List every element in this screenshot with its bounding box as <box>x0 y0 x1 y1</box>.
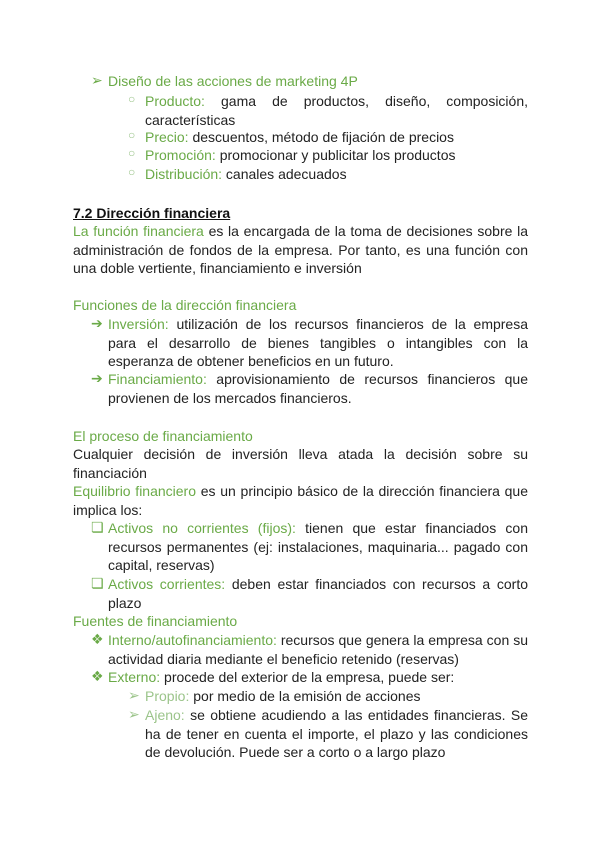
marketing-item <box>145 146 528 165</box>
arrow-bullet-icon: ➔ <box>91 315 103 331</box>
checkbox-bullet-icon: ❏ <box>91 519 104 535</box>
circle-bullet-icon: ○ <box>128 146 136 160</box>
diamond-bullet-icon: ❖ <box>91 668 104 684</box>
marketing-item-text: descuentos, método de fijación de precios <box>192 129 454 145</box>
equilibrio-text: es un principio básico de la dirección financiera que implica los: <box>73 483 528 518</box>
marketing-item-label: Precio: <box>145 129 189 145</box>
marketing-heading: Diseño de las acciones de marketing 4P <box>108 73 358 89</box>
section-intro <box>73 222 528 278</box>
diamond-bullet-icon: ❖ <box>91 631 104 647</box>
arrowhead-bullet-icon: ➢ <box>91 72 103 88</box>
arrowhead-bullet-icon: ➢ <box>128 706 140 722</box>
fuentes-item-label: Externo: <box>108 669 161 685</box>
section-title: 7.2 Dirección financiera <box>73 205 231 221</box>
marketing-item-label: Producto: <box>145 93 205 109</box>
equilibrio-paragraph <box>73 482 528 519</box>
marketing-item <box>145 128 528 147</box>
circle-bullet-icon: ○ <box>128 165 136 179</box>
funciones-item-text: aprovisionamiento de recursos financieros que provienen de los mercados financieros. <box>108 371 529 406</box>
fuentes-item <box>108 631 528 668</box>
intro-text: es la encargada de la toma de decisiones sobre la administración de fondos de la empresa. Por tanto, es una función con una doble vertiente, financiamiento e inversión <box>73 223 529 276</box>
proceso-text: Cualquier decisión de inversión lleva atada la decisión sobre su financiación <box>73 446 528 481</box>
fuentes-sub-item-text: se obtiene acudiendo a las entidades financieras. Se ha de tener en cuenta el importe, el plazo y las condiciones de devolución. Puede ser a corto o a largo plazo <box>145 707 528 760</box>
proceso-item-text: deben estar financiados con recursos a corto plazo <box>108 576 529 611</box>
proceso-item-label: Activos no corrientes (fijos): <box>108 520 296 536</box>
circle-bullet-icon: ○ <box>128 92 136 106</box>
funciones-item <box>108 315 528 371</box>
fuentes-sub-item-text: por medio de la emisión de acciones <box>193 688 421 704</box>
marketing-item-text: gama de productos, diseño, composición, características <box>145 93 529 128</box>
fuentes-item <box>108 668 528 687</box>
fuentes-item-label: Interno/autofinanciamiento: <box>108 632 277 648</box>
marketing-item-label: Promoción: <box>145 147 216 163</box>
funciones-item-label: Inversión: <box>108 316 169 332</box>
arrow-bullet-icon: ➔ <box>91 370 103 386</box>
fuentes-item-text: recursos que genera la empresa con su actividad diaria mediante el beneficio retenido (reservas) <box>108 632 528 667</box>
fuentes-sub-item-label: Propio: <box>145 688 190 704</box>
fuentes-sub-item-label: Ajeno: <box>145 707 185 723</box>
marketing-item-text: promocionar y publicitar los productos <box>219 147 456 163</box>
marketing-item-label: Distribución: <box>145 166 223 182</box>
circle-bullet-icon: ○ <box>128 128 136 142</box>
arrowhead-bullet-icon: ➢ <box>128 687 140 703</box>
funciones-item <box>108 370 528 407</box>
equilibrio-label: Equilibrio financiero <box>73 483 197 499</box>
checkbox-bullet-icon: ❏ <box>91 575 104 591</box>
proceso-item <box>108 519 528 575</box>
fuentes-sub-item <box>145 687 528 706</box>
fuentes-heading: Fuentes de financiamiento <box>73 613 238 629</box>
proceso-item-label: Activos corrientes: <box>108 576 226 592</box>
funciones-item-text: utilización de los recursos financieros de la empresa para el desarrollo de bienes tangibles o intangibles con la esperanza de obtener beneficios en un futuro. <box>108 316 529 369</box>
proceso-item-text: tienen que estar financiados con recursos permanentes (ej: instalaciones, maquinaria... pagado con capital, reservas) <box>108 520 528 573</box>
marketing-item <box>145 165 528 184</box>
proceso-heading: El proceso de financiamiento <box>73 428 253 444</box>
funciones-heading: Funciones de la dirección financiera <box>73 297 297 313</box>
intro-label: La función financiera <box>73 223 204 239</box>
marketing-item-text: canales adecuados <box>225 166 347 182</box>
funciones-item-label: Financiamiento: <box>108 371 207 387</box>
marketing-item <box>145 92 528 129</box>
fuentes-item-text: procede del exterior de la empresa, puede ser: <box>164 669 455 685</box>
proceso-item <box>108 575 528 612</box>
fuentes-sub-item <box>145 706 528 762</box>
